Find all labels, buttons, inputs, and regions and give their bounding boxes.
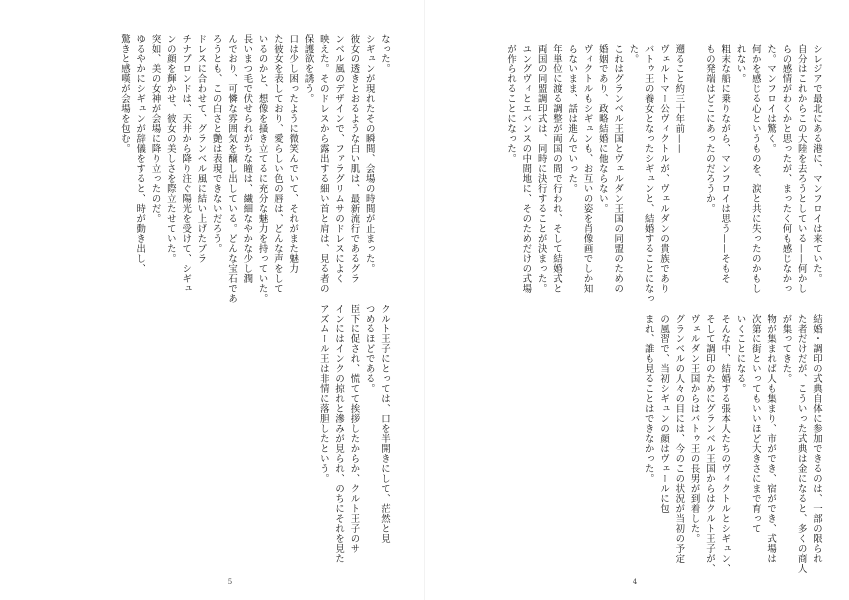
page-number-left: 5 [227,578,233,586]
right-page [425,0,849,600]
right-page-upper-text: シレジアで最北にある港に、マンフロイは来ていた。 自分はこれからこの大陸を去ろうとしている——何かし らの感情がわくかと思ったが、まったく何も感じなかっ た。マンフロイは驚く。 何かを感じる心というものを、涙と共に失ったのかもし れない。 粗末な船に乗りながら、マンフロイは思う——そもそ もの発端はどこにあったのだろうか。 遡ること約三十年前—— ヴェルトマー公ヴィクトルが、ヴェルダンの貴族であり バトゥ王の養女となったシギュンと、結婚することになっ た。 これはグランベル王国とヴェルダン王国の同盟のための 婚姻であり、政略結婚に他ならない。 ヴィクトルもシギュンも、お互いの姿を肖像画でしか知 らないまま、話は進んでいった。 年単位に渡る調整が両国の間で行われ、そして結婚式と 両国の同盟調印式は、同時に決行することが決まった。 ユングヴィとエバンスの中間地に、そのためだけの式場 が作られることになった。 [505,44,822,304]
left-page-upper-text: なった。 シギュンが現れたその瞬間、会場の時間が止まった。 彼女の透きとおるような白い肌は、最新流行であるグラ ンベル風のデザインで、ファラグリムサのドレスによく 映えた。そのドレスから露出する細い首と肩は、見る者の 保護欲を誘う。 口は少し困ったように微笑んでいて、それがまた魅力 た彼女を表しており、愛らしい色の唇は、どんな声をして いるのかと、想像を掻き立てるに充分な魅力を持っていた。 長いまつ毛で伏せられがちな瞳は、繊細なやかな少し潤 んでおり、可憐な雰囲気を醸し出している。どんな宝石であ ろうとも、この白さと艶は表現できないだろう。 ドレスに合わせて、グランベル風に結い上げたプラ チナブロンドは、天井から降り注ぐ陽光を受けて、シギュ ンの顔を輝かせ、彼女の美しさを際立たせていた。 突如、美の女神が会場に降り立ったのだ。 ゆるやかにシギュンが辞儀をすると、時が動き出し、 驚きと感嘆が会場を包む。 [118,34,390,304]
right-page-lower-text: 結婚・調印の式典自体に参加できるのは、一部の限られ た者だけだが、こういった式典は金になると、多くの商人 が集ってきた。 物が集まれば人も集まり、市ができ、宿ができ、式場は 次第に街といってもいいほど大きさにまで育って いくことになる。 そんな中、結婚する張本人たちのヴィクトルとシギュン、 そして調印のためにグランベル王国からはクルト王子が、 ヴェルダン王国からはバトゥ王の長男が到着した。 グランベルの人々の目には、今のこの状況が当初の予定 の風習で、当初シギュンの顔はヴェールに包 まれ、誰も見ることはできなかった。 [642,314,822,574]
page-number-right: 4 [632,578,638,586]
left-page [0,0,424,600]
left-page-lower-text: クルト王子にとっては、口を半開きにして、茫然と見 つめるほどである。 臣下に促され、慌てて挨拶したからか、クルト王子のサ インにはインクの掠れと滲みが見られ、のちにそれを見た アズムール王は非情に落胆したという。 [317,304,390,564]
